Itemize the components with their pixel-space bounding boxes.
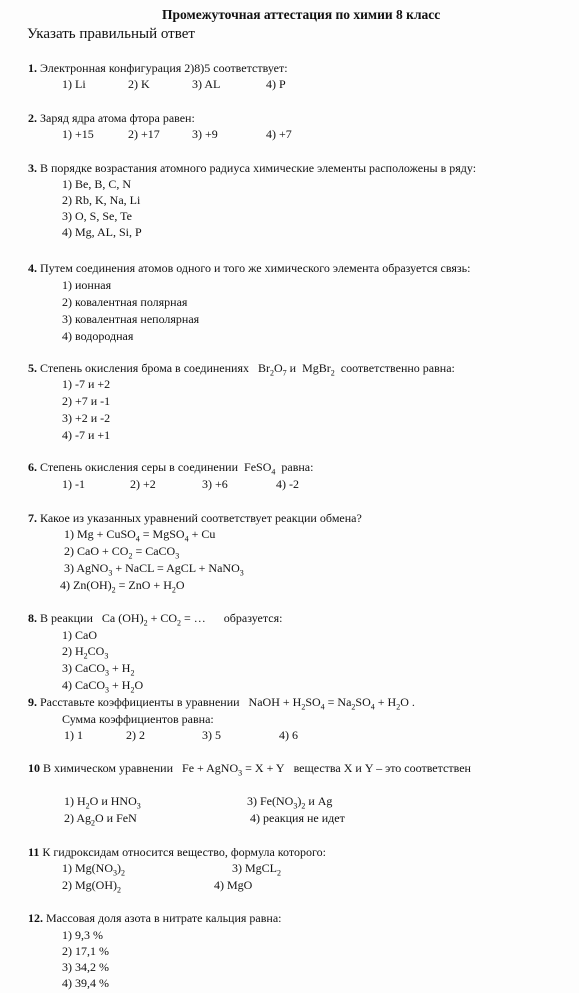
q1-option-4: 4) P (266, 77, 286, 91)
q12-option-1: 1) 9,3 % (62, 928, 103, 942)
q12-option-2: 2) 17,1 % (62, 944, 109, 958)
page-title: Промежуточная аттестация по химии 8 класс (162, 7, 441, 22)
q6-option-3: 3) +6 (202, 477, 228, 491)
q7-option-2: 2) CaO + $CO_2$ = CaCO$_3$ (64, 544, 180, 561)
q1-option-1: 1) Li (62, 77, 86, 91)
q3-option-1: 1) Be, B, C, N (62, 177, 131, 191)
question-7: 7. Какое из указанных уравнений соответствует реакции обмена? (28, 511, 362, 525)
q2-option-2: 2) +17 (128, 127, 160, 141)
q7-option-3: 3) AgNO$_3$ + NaCL = AgCL + NaNO$_3$ (64, 561, 244, 578)
question-8: 8. В реакции Ca $(OH)_2 + CO_2$ = … образуется: (28, 611, 283, 628)
q4-option-2: 2) ковалентная полярная (62, 295, 188, 309)
question-9: 9. Расставьте коэффициенты в уравнении NaOH + $H_2SO_4 = Na_2SO_4 + H_2O$ . (28, 695, 415, 712)
q2-option-4: 4) +7 (266, 127, 292, 141)
q4-option-3: 3) ковалентная неполярная (62, 312, 200, 326)
q11-option-4: 4) MgO (214, 878, 253, 892)
q5-option-2: 2) +7 и -1 (62, 394, 111, 408)
q6-option-2: 2) +2 (130, 477, 156, 491)
question-11: 11 К гидроксидам относится вещество, формула которого: (28, 845, 326, 859)
question-5: 5. Степень окисления брома в соединениях $Br_2O_7$ и MgBr$_2$ соответственно равна: (28, 361, 455, 378)
q5-option-1: 1) -7 и +2 (62, 377, 111, 391)
q2-option-3: 3) +9 (192, 127, 218, 141)
q9-option-1: 1) 1 (64, 728, 83, 742)
q6-option-4: 4) -2 (276, 477, 299, 491)
q9-option-4: 4) 6 (279, 728, 298, 742)
q10-option-2: 2) $Ag_2O$ и FeN (64, 811, 137, 828)
question-2: 2. Заряд ядра атома фтора равен: (28, 111, 195, 125)
question-10: 10 В химическом уравнении Fe + AgNO$_3$ = X + Y вещества X и Y – это соответствен (28, 761, 471, 778)
q5-option-3: 3) +2 и -2 (62, 411, 111, 425)
q12-option-4: 4) 39,4 % (62, 976, 109, 990)
q11-option-1: 1) $Mg(NO_3)_2$ (62, 861, 125, 878)
question-3: 3. В порядке возрастания атомного радиуса химические элементы расположены в ряду: (28, 161, 477, 175)
q12-option-3: 3) 34,2 % (62, 960, 109, 974)
q8-option-1: 1) CaO (62, 628, 97, 642)
q3-option-4: 4) Mg, AL, Si, P (62, 225, 142, 239)
q10-option-1: 1) $H_2O$ и $HNO_3$ (64, 794, 141, 811)
q3-option-3: 3) O, S, Se, Te (62, 209, 132, 223)
q8-option-3: 3) CaCO$_3$ + $H_2$ (62, 661, 135, 678)
q2-option-1: 1) +15 (62, 127, 94, 141)
q3-option-2: 2) Rb, K, Na, Li (62, 193, 141, 207)
q10-option-4: 4) реакция не идет (250, 811, 345, 825)
q11-option-3: 3) MgCL$_2$ (232, 861, 281, 878)
q9-option-2: 2) 2 (126, 728, 145, 742)
instruction: Указать правильный ответ (27, 26, 195, 42)
q9-subtext: Сумма коэффициентов равна: (62, 712, 214, 726)
q1-option-3: 3) AL (192, 77, 221, 91)
q1-option-2: 2) K (128, 77, 150, 91)
q9-option-3: 3) 5 (202, 728, 221, 742)
q11-option-2: 2) $Mg(OH)_2$ (62, 878, 121, 895)
q10-option-3: 3) $Fe(NO_3)_2$ и Ag (247, 794, 333, 811)
question-6: 6. Степень окисления серы в соединении FeSO$_4$ равна: (28, 460, 314, 477)
question-12: 12. Массовая доля азота в нитрате кальция равна: (28, 911, 282, 925)
q5-option-4: 4) -7 и +1 (62, 428, 111, 442)
q6-option-1: 1) -1 (62, 477, 85, 491)
q7-option-4: 4) $Zn(OH)_2$ = ZnO + $H_2O$ (60, 578, 185, 595)
q4-option-1: 1) ионная (62, 278, 112, 292)
q8-option-2: 2) $H_2CO_3$ (62, 644, 109, 661)
q4-option-4: 4) водородная (62, 329, 134, 343)
q8-option-4: 4) CaCO$_3$ + $H_2O$ (62, 678, 144, 695)
question-1: 1. Электронная конфигурация 2)8)5 соответствует: (28, 61, 288, 75)
q7-option-1: 1) Mg + CuSO$_4$ = MgSO$_4$ + Cu (64, 527, 216, 544)
question-4: 4. Путем соединения атомов одного и того же химического элемента образуется связь: (28, 261, 471, 275)
